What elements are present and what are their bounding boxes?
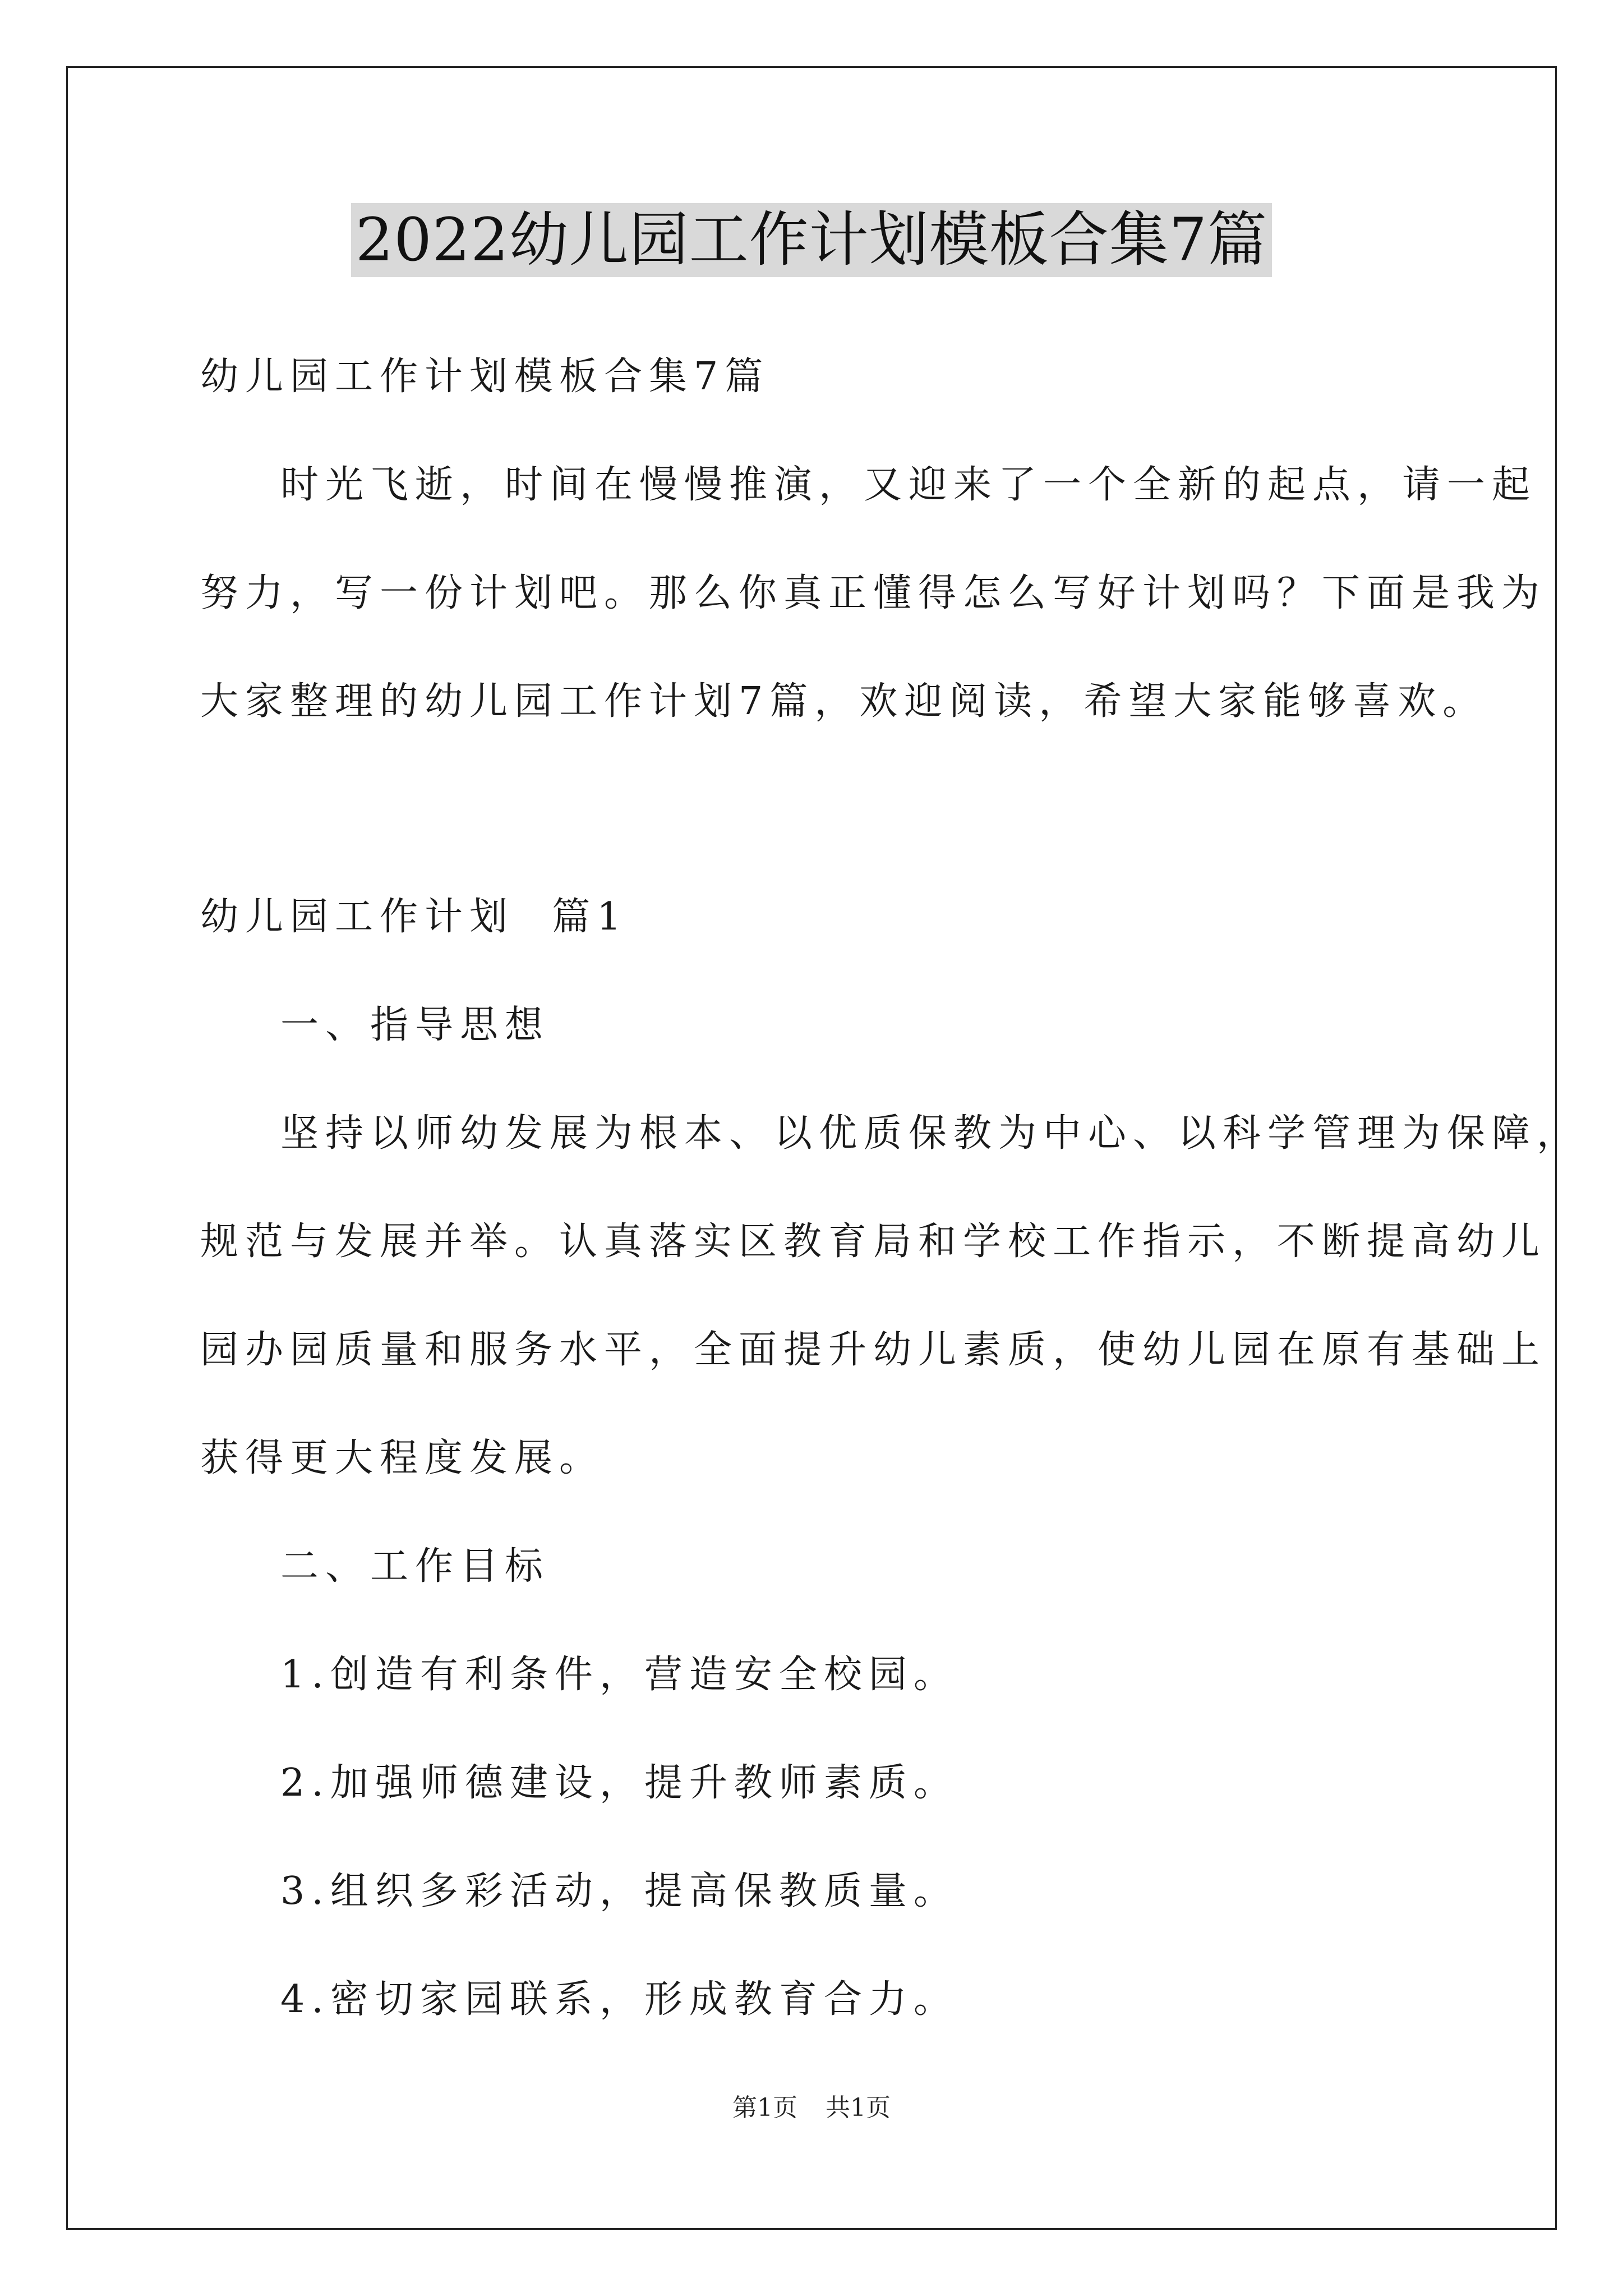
page-footer — [0, 2092, 1623, 2124]
part1-line-1: 坚持以师幼发展为根本、以优质保教为中心、以科学管理为保障， — [280, 1111, 1582, 1156]
part1-heading: 一、指导思想 — [280, 1003, 550, 1047]
part1-line-3: 园办园质量和服务水平，全面提升幼儿素质，使幼儿园在原有基础上 — [200, 1328, 1547, 1372]
part1-line-2: 规范与发展并举。认真落实区教育局和学校工作指示，不断提高幼儿 — [200, 1220, 1547, 1264]
part1-line-4: 获得更大程度发展。 — [200, 1436, 605, 1480]
part2-heading: 二、工作目标 — [280, 1544, 550, 1589]
intro-line-2: 努力，写一份计划吧。那么你真正懂得怎么写好计划吗？下面是我为 — [200, 571, 1547, 615]
goal-item-4: 4.密切家园联系，形成教育合力。 — [280, 1977, 958, 2022]
goal-item-1: 1.创造有利条件，营造安全校园。 — [280, 1653, 958, 1697]
title-container — [0, 203, 1623, 277]
goal-item-3: 3.组织多彩活动，提高保教质量。 — [280, 1869, 958, 1913]
goal-item-2: 2.加强师德建设，提升教师素质。 — [280, 1761, 958, 1805]
document-title: 2022幼儿园工作计划模板合集7篇 — [351, 203, 1272, 277]
document-subtitle: 幼儿园工作计划模板合集7篇 — [200, 355, 770, 399]
section-heading: 幼儿园工作计划 篇1 — [200, 895, 628, 939]
page-number-total: 共1页 — [826, 2093, 891, 2122]
intro-line-1: 时光飞逝，时间在慢慢推演，又迎来了一个全新的起点，请一起 — [280, 463, 1537, 507]
page-number-current: 第1页 — [732, 2093, 797, 2122]
intro-line-3: 大家整理的幼儿园工作计划7篇，欢迎阅读，希望大家能够喜欢。 — [200, 679, 1488, 724]
